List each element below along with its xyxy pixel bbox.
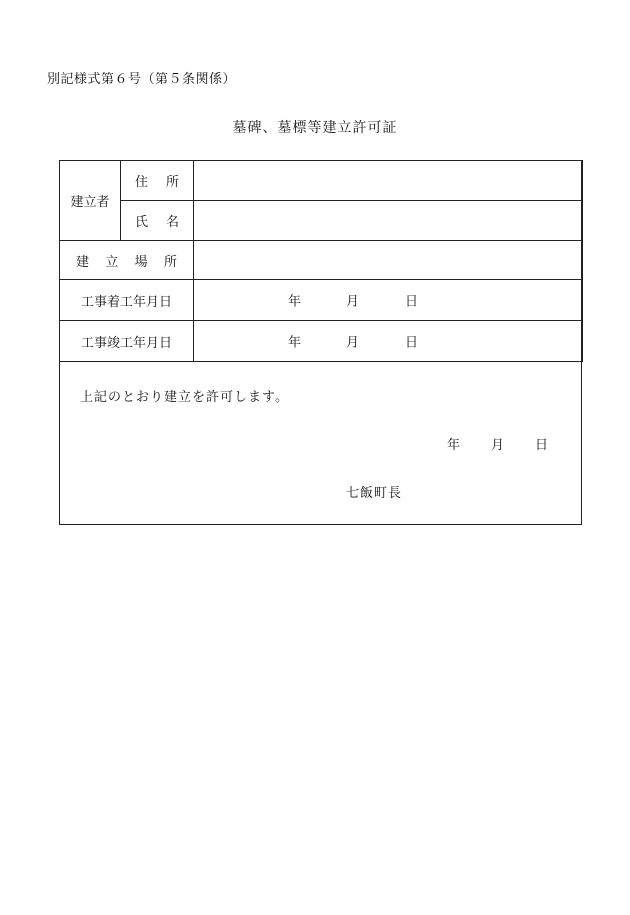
site-label-cell — [60, 241, 194, 280]
issue-day-unit: 日 — [535, 438, 549, 453]
finish-date-field[interactable] — [194, 321, 583, 362]
table-row-name — [60, 201, 583, 241]
permit-table — [59, 160, 583, 362]
address-label-char-2: 所 — [165, 175, 179, 190]
name-label-cell — [121, 201, 194, 241]
site-label-char-4: 所 — [163, 254, 177, 270]
name-label-char-1: 氏 — [135, 215, 149, 230]
start-year-unit: 年 — [288, 294, 302, 310]
permit-notice: 上記のとおり建立を許可します。 — [80, 390, 289, 405]
start-date-field[interactable] — [194, 280, 583, 321]
finish-year-unit: 年 — [288, 335, 302, 351]
name-field[interactable] — [194, 201, 583, 241]
site-label-char-2: 立 — [105, 254, 119, 270]
address-label-char-1: 住 — [135, 175, 149, 190]
finish-month-unit: 月 — [346, 335, 360, 351]
issue-month-unit: 月 — [491, 438, 505, 453]
finish-label-cell — [60, 321, 194, 362]
table-row-finish-date — [60, 321, 583, 362]
start-date-label: 工事着工年月日 — [80, 294, 172, 310]
site-label-char-3: 場 — [134, 254, 148, 270]
site-label-char-1: 建 — [76, 254, 90, 270]
address-field[interactable] — [194, 161, 583, 201]
issue-year-unit: 年 — [447, 438, 461, 453]
finish-date-label: 工事竣工年月日 — [80, 335, 172, 351]
builder-label-cell — [60, 161, 121, 241]
address-label-cell — [121, 161, 194, 201]
table-row-address — [60, 161, 583, 201]
builder-label: 建立者 — [70, 195, 110, 210]
site-field[interactable] — [194, 241, 583, 280]
table-row-site — [60, 241, 583, 280]
start-month-unit: 月 — [346, 294, 360, 310]
name-label-char-2: 名 — [165, 215, 179, 230]
start-label-cell — [60, 280, 194, 321]
document-title: 墓碑、墓標等建立許可証 — [232, 120, 398, 136]
issuer-title: 七飯町長 — [346, 486, 403, 501]
table-row-start-date — [60, 280, 583, 321]
permit-frame — [59, 160, 582, 525]
form-header: 別記様式第６号（第５条関係） — [47, 72, 237, 87]
start-day-unit: 日 — [405, 294, 419, 310]
finish-day-unit: 日 — [405, 335, 419, 351]
